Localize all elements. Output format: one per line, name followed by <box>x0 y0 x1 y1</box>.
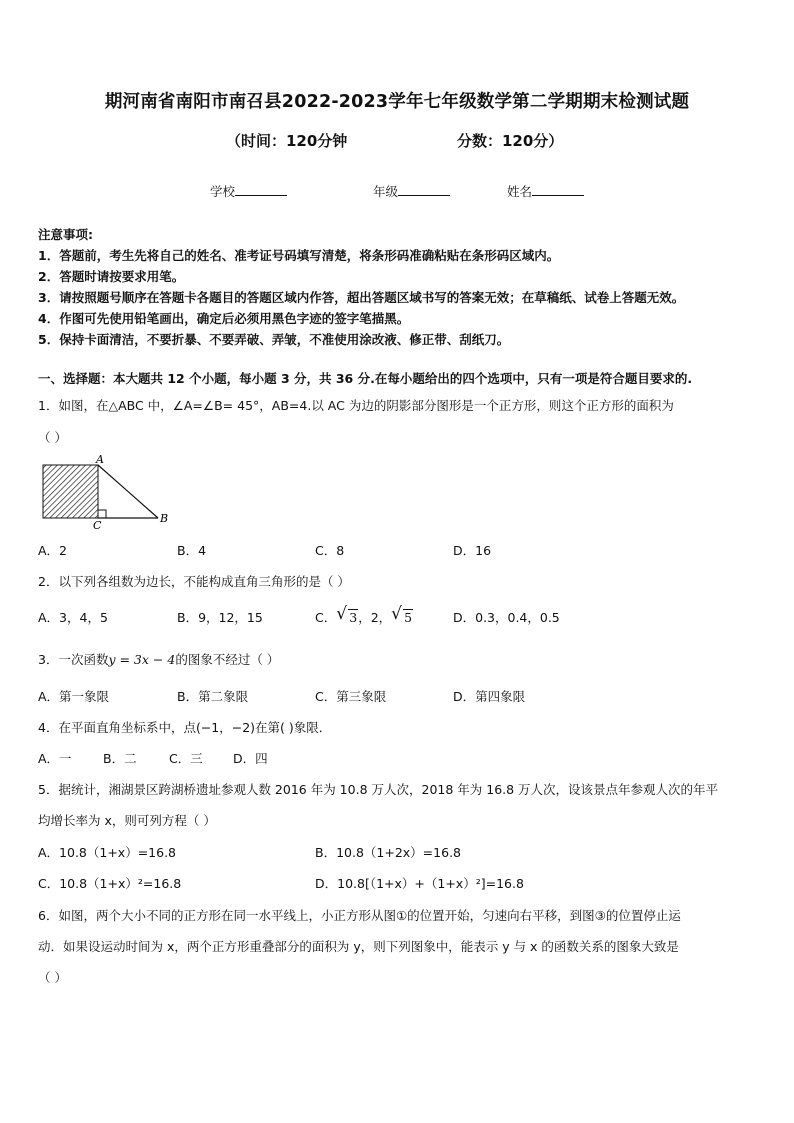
q2-option-c-prefix: C． <box>315 610 337 625</box>
q6-stem-line1: 6．如图，两个大小不同的正方形在同一水平线上，小正方形从图①的位置开始，匀速向右平移，到图③的位置停止运 <box>38 908 681 923</box>
right-angle-mark <box>98 510 106 518</box>
q1-option-d[interactable]: D．16 <box>453 543 492 558</box>
q3-formula: y = 3x − 4 <box>108 652 176 667</box>
school-field <box>210 182 287 200</box>
page-title: 期河南省南阳市南召县2022-2023学年七年级数学第二学期期末检测试题 <box>104 92 690 112</box>
shaded-square <box>43 465 98 518</box>
q1-paren: （ ） <box>38 430 67 445</box>
label-c: C <box>93 519 102 532</box>
notes-section <box>38 224 684 350</box>
q5-stem-line2: 均增长率为 x，则可列方程（ ） <box>38 813 216 828</box>
name-field <box>507 182 584 200</box>
q6-stem-line2: 动．如果设运动时间为 x，两个正方形重叠部分的面积为 y，则下列图象中，能表示 y 与 x 的函数关系的图象大致是 <box>38 939 679 954</box>
q2-option-c-mid: ，2， <box>358 610 392 625</box>
label-a: A <box>96 453 104 466</box>
notes-heading: 注意事项: <box>38 227 93 242</box>
school-blank <box>235 183 287 196</box>
q3-option-d[interactable]: D．第四象限 <box>453 689 526 704</box>
q5-option-b[interactable]: B．10.8（1+2x）=16.8 <box>315 845 461 860</box>
q5-option-a[interactable]: A．10.8（1+x）=16.8 <box>38 845 177 860</box>
name-label: 姓名 <box>507 184 533 199</box>
q1-option-b[interactable]: B．4 <box>177 543 207 558</box>
q3-option-a[interactable]: A．第一象限 <box>38 689 110 704</box>
q1-option-a[interactable]: A．2 <box>38 543 68 558</box>
q3-option-b[interactable]: B．第二象限 <box>177 689 249 704</box>
q3-stem-prefix: 3．一次函数 <box>38 652 109 667</box>
notes-item: 1．答题前，考生先将自己的姓名、准考证号码填写清楚，将条形码准确粘贴在条形码区域内。 <box>38 248 560 263</box>
q4-stem: 4．在平面直角坐标系中，点(−1，−2)在第( )象限． <box>38 720 332 735</box>
q6-paren: （ ） <box>38 970 67 985</box>
q1-stem: 1．如图，在△ABC 中，∠A=∠B= 45°，AB=4.以 AC 为边的阴影部分图形是一个正方形，则这个正方形的面积为 <box>38 398 674 413</box>
q2-option-c[interactable] <box>315 604 413 626</box>
sqrt-5: √ 5 <box>391 604 413 625</box>
q5-option-c[interactable]: C．10.8（1+x）²=16.8 <box>38 876 182 891</box>
segment-ab <box>98 465 158 518</box>
sqrt-3: √ 3 <box>336 604 358 625</box>
q4-option-a[interactable]: A．一 <box>38 751 72 766</box>
grade-blank <box>398 183 450 196</box>
school-label: 学校 <box>210 184 236 199</box>
q2-stem: 2．以下列各组数为边长，不能构成直角三角形的是（ ） <box>38 574 350 589</box>
label-b: B <box>160 512 169 525</box>
q5-stem-line1: 5．据统计，湘湖景区跨湖桥遗址参观人数 2016 年为 10.8 万人次，2018 年为 16.8 万人次，设该景点年参观人次的年平 <box>38 782 719 797</box>
q2-option-a[interactable]: A．3，4，5 <box>38 610 108 625</box>
q3-stem-suffix: 的图象不经过（ ） <box>175 652 280 667</box>
grade-label: 年级 <box>373 184 399 199</box>
notes-item: 2．答题时请按要求用笔。 <box>38 269 185 284</box>
q2-option-d[interactable]: D．0.3，0.4，0.5 <box>453 610 560 625</box>
q4-option-c[interactable]: C．三 <box>169 751 203 766</box>
q4-option-b[interactable]: B．二 <box>103 751 137 766</box>
grade-field <box>373 182 450 200</box>
q3-option-c[interactable]: C．第三象限 <box>315 689 387 704</box>
notes-item: 4．作图可先使用铅笔画出，确定后必须用黑色字迹的签字笔描黑。 <box>38 311 410 326</box>
q1-option-c[interactable]: C．8 <box>315 543 345 558</box>
exam-score: 分数：120分） <box>457 132 564 150</box>
notes-item: 5．保持卡面清洁，不要折暴、不要弄破、弄皱，不准使用涂改液、修正带、刮纸刀。 <box>38 332 510 347</box>
q1-figure <box>36 452 176 532</box>
q5-option-d[interactable]: D．10.8[（1+x）+（1+x）²]=16.8 <box>315 876 524 891</box>
name-blank <box>532 183 584 196</box>
q2-option-b[interactable]: B．9，12，15 <box>177 610 263 625</box>
q3-stem <box>38 650 279 668</box>
exam-time: （时间：120分钟 <box>226 132 348 150</box>
section1-heading: 一、选择题：本大题共 12 个小题，每小题 3 分，共 36 分.在每小题给出的四个选项中，只有一项是符合题目要求的. <box>38 371 693 386</box>
notes-item: 3．请按照题号顺序在答题卡各题目的答题区域内作答，超出答题区域书写的答案无效；在草稿纸、试卷上答题无效。 <box>38 290 685 305</box>
q4-option-d[interactable]: D．四 <box>233 751 268 766</box>
